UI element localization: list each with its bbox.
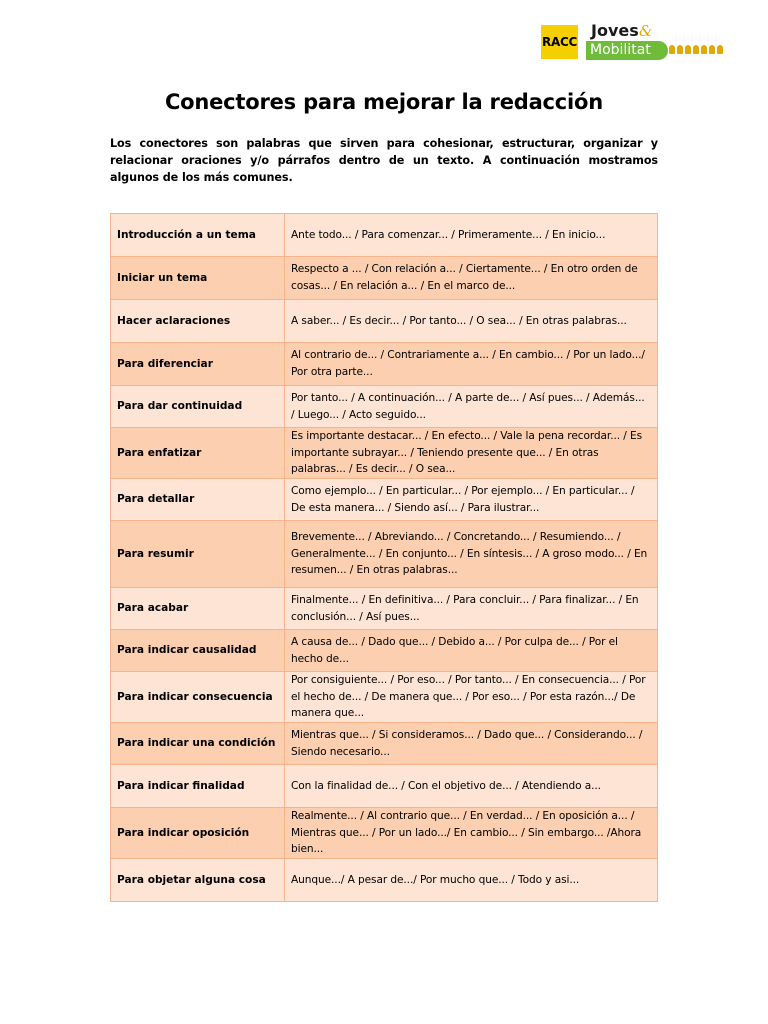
- table-row: [111, 257, 658, 300]
- table-row: [111, 479, 658, 521]
- row-connectors: Con la finalidad de... / Con el objetivo de... / Atendiendo a...: [285, 765, 658, 808]
- logo-ampersand: &: [639, 22, 653, 40]
- row-connectors: Aunque.../ A pesar de.../ Por mucho que... / Todo y asi...: [285, 859, 658, 902]
- row-connectors: Mientras que... / Si consideramos... / Dado que... / Considerando... / Siendo necesario...: [285, 723, 658, 765]
- row-label: Para indicar una condición: [111, 723, 285, 765]
- row-label: Para resumir: [111, 521, 285, 588]
- row-label: Para indicar oposición: [111, 808, 285, 859]
- row-label: Para dar continuidad: [111, 386, 285, 428]
- table-row: [111, 723, 658, 765]
- row-connectors: Brevemente... / Abreviando... / Concretando... / Resumiendo... / Generalmente... / En conjunto... / En síntesis... / A groso modo... / En resumen... / En otras palabras...: [285, 521, 658, 588]
- person-icon: [685, 45, 691, 54]
- person-icon: [669, 45, 675, 54]
- row-label: Para enfatizar: [111, 428, 285, 479]
- person-icon: [701, 45, 707, 54]
- row-label: Para objetar alguna cosa: [111, 859, 285, 902]
- table-row: [111, 343, 658, 386]
- row-label: Para detallar: [111, 479, 285, 521]
- row-connectors: Por consiguiente... / Por eso... / Por tanto... / En consecuencia... / Por el hecho de... / De manera que... / Por eso... / Por esta razón.../ De manera que...: [285, 672, 658, 723]
- row-connectors: A causa de... / Dado que... / Debido a... / Por culpa de... / Por el hecho de...: [285, 630, 658, 672]
- racc-logo: [541, 22, 731, 62]
- row-connectors: Es importante destacar... / En efecto... / Vale la pena recordar... / Es importante subrayar... / Teniendo presente que... / En otras palabras... / Es decir... / O sea...: [285, 428, 658, 479]
- table-row: [111, 588, 658, 630]
- table-row: [111, 672, 658, 723]
- table-row: [111, 214, 658, 257]
- table-row: [111, 386, 658, 428]
- intro-paragraph: Los conectores son palabras que sirven para cohesionar, estructurar, organizar y relacionar oraciones y/o párrafos dentro de un texto. A continuación mostramos algunos de los más comunes.: [110, 137, 658, 184]
- person-icon: [717, 45, 723, 54]
- row-label: Para indicar causalidad: [111, 630, 285, 672]
- row-connectors: Como ejemplo... / En particular... / Por ejemplo... / En particular... / De esta manera... / Siendo así... / Para ilustrar...: [285, 479, 658, 521]
- pictogram-icons: [669, 45, 723, 54]
- connectors-table: [110, 213, 658, 902]
- row-connectors: Ante todo... / Para comenzar... / Primeramente... / En inicio...: [285, 214, 658, 257]
- racc-logo-box: RACC: [541, 25, 578, 59]
- person-icon: [693, 45, 699, 54]
- row-label: Hacer aclaraciones: [111, 300, 285, 343]
- row-connectors: Finalmente... / En definitiva... / Para concluir... / Para finalizar... / En conclusión... / Así pues...: [285, 588, 658, 630]
- table-row: [111, 300, 658, 343]
- row-label: Iniciar un tema: [111, 257, 285, 300]
- table-row: [111, 630, 658, 672]
- row-connectors: Por tanto... / A continuación... / A parte de... / Así pues... / Además... / Luego... / Acto seguido...: [285, 386, 658, 428]
- person-icon: [709, 45, 715, 54]
- row-label: Para indicar finalidad: [111, 765, 285, 808]
- row-connectors: Realmente... / Al contrario que... / En verdad... / En oposición a... / Mientras que... / Por un lado.../ En cambio... / Sin embargo... /Ahora bien...: [285, 808, 658, 859]
- row-connectors: Respecto a ... / Con relación a... / Ciertamente... / En otro orden de cosas... / En relación a... / En el marco de...: [285, 257, 658, 300]
- table-row: [111, 808, 658, 859]
- row-label: Para acabar: [111, 588, 285, 630]
- table-row: [111, 428, 658, 479]
- table-row: [111, 521, 658, 588]
- table-row: [111, 765, 658, 808]
- logo-mobilitat-text: Mobilitat: [586, 41, 668, 60]
- table-row: [111, 859, 658, 902]
- row-label: Para indicar consecuencia: [111, 672, 285, 723]
- row-connectors: Al contrario de... / Contrariamente a... / En cambio... / Por un lado.../ Por otra parte...: [285, 343, 658, 386]
- row-label: Introducción a un tema: [111, 214, 285, 257]
- page-title: Conectores para mejorar la redacción: [164, 90, 604, 114]
- row-label: Para diferenciar: [111, 343, 285, 386]
- logo-joves-text: Joves: [591, 21, 639, 40]
- row-connectors: A saber... / Es decir... / Por tanto... / O sea... / En otras palabras...: [285, 300, 658, 343]
- person-icon: [677, 45, 683, 54]
